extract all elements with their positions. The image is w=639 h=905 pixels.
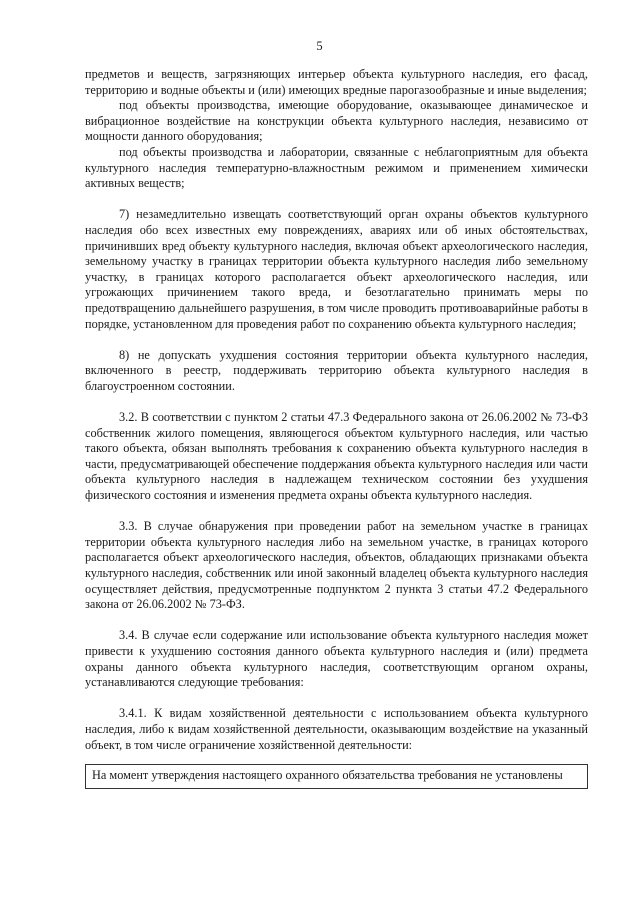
page-number: 5	[316, 39, 323, 53]
paragraph-3-2: 3.2. В соответствии с пунктом 2 статьи 47.3 Федерального закона от 26.06.2002 № 73-ФЗ собственник жилого помещения, являющегося объектом культурного наследия, или частью такого объекта, обязан выполнять требования к сохранению объекта культурного наследия в части, предусматривающей обеспечение поддержания объекта культурного наследия или части объекта культурного наследия в надлежащем техническом состоянии без ухудшения физического состояния и изменения предмета охраны объекта культурного наследия.	[85, 410, 588, 503]
paragraph-item-8: 8) не допускать ухудшения состояния территории объекта культурного наследия, включенного в реестр, поддерживать территорию объекта культурного наследия в благоустроенном состоянии.	[85, 347, 588, 393]
document-body	[85, 67, 588, 789]
paragraph-laboratories: под объекты производства и лаборатории, связанные с неблагоприятным для объекта культурного наследия температурно-влажностным режимом и применением химически активных веществ;	[85, 144, 588, 191]
paragraph-item-7: 7) незамедлительно извещать соответствующий орган охраны объектов культурного наследия обо всех известных ему повреждениях, авариях или об иных обстоятельствах, причинивших вред объекту культурного наследия, включая объект археологического наследия, земельному участку в границах территории объекта культурного наследия либо земельному участку, в границах которого располагается объект археологического наследия, или угрожающих причинением такого вреда, и безотлагательно принимать меры по предотвращению дальнейшего разрушения, в том числе проводить противоаварийные работы в порядке, установленном для проведения работ по сохранению объекта культурного наследия;	[85, 207, 588, 331]
paragraph-3-3: 3.3. В случае обнаружения при проведении работ на земельном участке в границах территории объекта культурного наследия либо на земельном участке, в границах которого располагается объект археологического наследия, объектов, обладающих признаками объекта культурного наследия, собственник или иной законный владелец объекта культурного наследия осуществляет действия, предусмотренные подпунктом 2 пункта 3 статьи 47.2 Федерального закона от 26.06.2002 № 73-ФЗ.	[85, 519, 588, 612]
requirements-box-text: На момент утверждения настоящего охранного обязательства требования не установлены	[92, 768, 563, 783]
paragraph-continuation: предметов и веществ, загрязняющих интерьер объекта культурного наследия, его фасад, территорию и водные объекты и (или) имеющих вредные парогазообразные и иные выделения;	[85, 67, 588, 97]
paragraph-3-4: 3.4. В случае если содержание или использование объекта культурного наследия может привести к ухудшению состояния данного объекта культурного наследия и (или) предмета охраны данного объекта культурного наследия, соответствующим органом охраны, устанавливаются следующие требования:	[85, 628, 588, 690]
paragraph-3-4-1: 3.4.1. К видам хозяйственной деятельности с использованием объекта культурного наследия, либо к видам хозяйственной деятельности, оказывающим воздействие на указанный объект, в том числе ограничение хозяйственной деятельности:	[85, 706, 588, 752]
paragraph-equipment: под объекты производства, имеющие оборудование, оказывающее динамическое и вибрационное воздействие на конструкции объекта культурного наследия, независимо от мощности данного оборудования;	[85, 98, 588, 144]
requirements-box	[85, 764, 588, 789]
